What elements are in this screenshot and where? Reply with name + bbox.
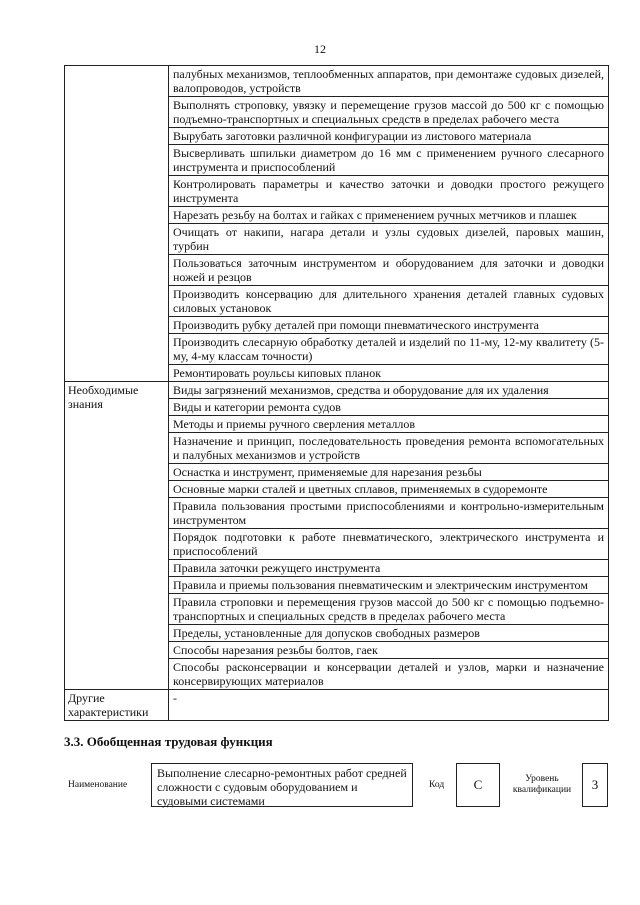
table-cell: Оснастка и инструмент, применяемые для нарезания резьбы <box>169 464 609 481</box>
table-row <box>65 382 609 399</box>
table-cell: Производить рубку деталей при помощи пневматического инструмента <box>169 317 609 334</box>
table-cell: Порядок подготовки к работе пневматического, электрического инструмента и приспособлений <box>169 529 609 560</box>
table-cell: Правила строповки и перемещения грузов массой до 500 кг с помощью подъемно-транспортных и специальных средств в пределах рабочего места <box>169 594 609 625</box>
level-label: Уровень квалификации <box>512 774 572 795</box>
group-label <box>65 66 169 382</box>
table-cell: Производить консервацию для длительного хранения деталей главных судовых силовых установок <box>169 286 609 317</box>
table-cell: Производить слесарную обработку деталей и изделий по 11-му, 12-му квалитету (5-му, 4-му классам точности) <box>169 334 609 365</box>
page-number: 12 <box>314 42 326 56</box>
code-value: C <box>456 763 500 807</box>
group-label: Другие характеристики <box>65 690 169 721</box>
name-value: Выполнение слесарно-ремонтных работ средней сложности с судовым оборудованием и судовыми системами <box>151 763 413 807</box>
generalized-function-row <box>64 763 612 811</box>
table-cell: Способы расконсервации и консервации деталей и узлов, марки и назначение консервирующих материалов <box>169 659 609 690</box>
section-title: 3.3. Обобщенная трудовая функция <box>64 734 273 749</box>
table-cell: Высверливать шпильки диаметром до 16 мм с применением ручного слесарного инструмента и приспособлений <box>169 145 609 176</box>
code-label: Код <box>429 780 445 790</box>
table-cell: Способы нарезания резьбы болтов, гаек <box>169 642 609 659</box>
group-label: Необходимые знания <box>65 382 169 690</box>
competency-table <box>64 65 609 721</box>
table-cell: Правила заточки режущего инструмента <box>169 560 609 577</box>
table-cell: Очищать от накипи, нагара детали и узлы судовых дизелей, паровых машин, турбин <box>169 224 609 255</box>
table-cell: Правила пользования простыми приспособлениями и контрольно-измерительным инструментом <box>169 498 609 529</box>
table-cell: Вырубать заготовки различной конфигурации из листового материала <box>169 128 609 145</box>
level-value: 3 <box>582 763 608 807</box>
table-cell: Виды и категории ремонта судов <box>169 399 609 416</box>
table-cell: Назначение и принцип, последовательность проведения ремонта вспомогательных и палубных механизмов и устройств <box>169 433 609 464</box>
table-cell: Пределы, установленные для допусков свободных размеров <box>169 625 609 642</box>
table-cell: Контролировать параметры и качество заточки и доводки простого режущего инструмента <box>169 176 609 207</box>
table-cell: Выполнять строповку, увязку и перемещение грузов массой до 500 кг с помощью подъемно-транспортных и специальных средств в пределах рабочего места <box>169 97 609 128</box>
table-cell: Пользоваться заточным инструментом и оборудованием для заточки и доводки ножей и резцов <box>169 255 609 286</box>
table-cell: палубных механизмов, теплообменных аппаратов, при демонтаже судовых дизелей, валопроводов, устройств <box>169 66 609 97</box>
name-label: Наименование <box>68 780 128 790</box>
table-row <box>65 66 609 97</box>
table-row <box>65 690 609 721</box>
table-cell: Правила и приемы пользования пневматическим и электрическим инструментом <box>169 577 609 594</box>
table-cell: Основные марки сталей и цветных сплавов, применяемых в судоремонте <box>169 481 609 498</box>
table-cell: Нарезать резьбу на болтах и гайках с применением ручных метчиков и плашек <box>169 207 609 224</box>
table-cell: Методы и приемы ручного сверления металлов <box>169 416 609 433</box>
table-cell: Ремонтировать роульсы киповых планок <box>169 365 609 382</box>
table-cell: - <box>169 690 609 721</box>
table-cell: Виды загрязнений механизмов, средства и оборудование для их удаления <box>169 382 609 399</box>
